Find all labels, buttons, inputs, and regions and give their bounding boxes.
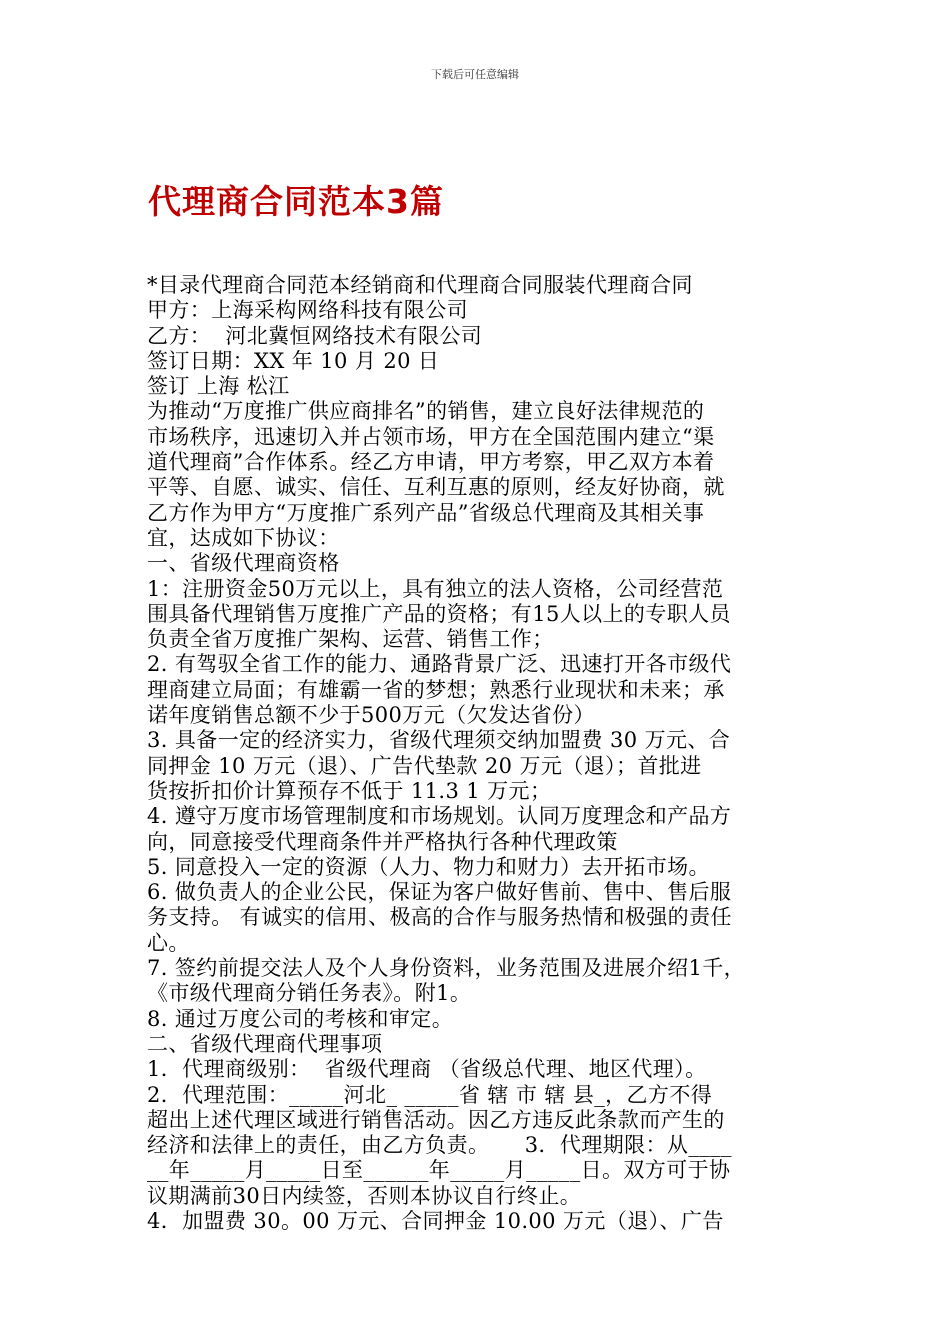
body-line: 围具备代理销售万度推广产品的资格；有15人以上的专职人员 (147, 601, 731, 626)
body-line: 4. 遵守万度市场管理制度和市场规划。认同万度理念和产品方 (147, 804, 732, 829)
body-line: 3. 具备一定的经济实力，省级代理须交纳加盟费 30 万元、合 (147, 728, 731, 753)
body-line: 道代理商”合作体系。经乙方申请，甲方考察，甲乙双方本着 (147, 450, 715, 475)
body-line: 乙方作为甲方“万度推广系列产品”省级总代理商及其相关事 (147, 500, 705, 525)
body-line: 甲方：上海采构网络科技有限公司 (147, 298, 468, 323)
body-line: 《市级代理商分销任务表》。附1。 (147, 981, 472, 1006)
body-line: 超出上述代理区域进行销售活动。因乙方违反此条款而产生的 (147, 1107, 725, 1132)
page-header-note: 下载后可任意编辑 (431, 68, 519, 81)
body-line: 2．代理范围：_____河北_ _____省 辖 市 辖 县_，乙方不得 (147, 1082, 713, 1107)
body-line: 向，同意接受代理商条件并严格执行各种代理政策 (147, 829, 618, 854)
body-line: 7. 签约前提交法人及个人身份资料，业务范围及进展介绍1千， (147, 956, 746, 981)
body-line: 8. 通过万度公司的考核和审定。 (147, 1006, 454, 1031)
body-line: 负责全省万度推广架构、运营、销售工作； (147, 627, 554, 652)
body-line: 1：注册资金50万元以上，具有独立的法人资格，公司经营范 (147, 576, 724, 601)
body-line: 5. 同意投入一定的资源（人力、物力和财力）去开拓市场。 (147, 854, 710, 879)
document-title: 代理商合同范本3篇 (148, 182, 444, 221)
body-line: *目录代理商合同范本经销商和代理商合同服装代理商合同 (147, 273, 693, 297)
body-line: 签订日期：XX 年 10 月 20 日 (147, 348, 440, 373)
body-line: __年_____月_____日至______年_____月_____日。双方可于协 (147, 1158, 731, 1183)
body-line: 4．加盟费 30。00 万元、合同押金 10.00 万元（退）、广告 (147, 1208, 724, 1233)
body-line: 心。 (147, 930, 190, 955)
document-body (147, 273, 812, 1234)
body-line: 签订 上海 松江 (147, 374, 290, 399)
body-line: 货按折扣价计算预存不低于 11.3 1 万元； (147, 778, 552, 803)
body-line: 议期满前30日内续签，否则本协议自行终止。 (147, 1183, 582, 1208)
body-line: 经济和法律上的责任，由乙方负责。 3．代理期限：从____ (147, 1133, 732, 1158)
body-line: 平等、自愿、诚实、信任、互利互惠的原则，经友好协商，就 (147, 475, 725, 500)
body-line: 诺年度销售总额不少于500万元（欠发达省份） (147, 703, 595, 728)
body-line: 二、省级代理商代理事项 (147, 1031, 383, 1056)
body-line: 乙方： 河北冀恒网络技术有限公司 (147, 323, 483, 348)
body-line: 市场秩序，迅速切入并占领市场，甲方在全国范围内建立“渠 (147, 424, 715, 449)
body-line: 理商建立局面；有雄霸一省的梦想；熟悉行业现状和未来；承 (147, 677, 725, 702)
body-line: 2. 有驾驭全省工作的能力、通路背景广泛、迅速打开各市级代 (147, 652, 732, 677)
body-line: 宜，达成如下协议： (147, 525, 340, 550)
body-line: 为推动“万度推广供应商排名”的销售，建立良好法律规范的 (147, 399, 705, 424)
body-line: 6. 做负责人的企业公民，保证为客户做好售前、售中、售后服 (147, 880, 732, 905)
body-line: 务支持。 有诚实的信用、极高的合作与服务热情和极强的责任 (147, 905, 732, 930)
body-line: 一、省级代理商资格 (147, 551, 340, 576)
body-line: 1．代理商级别： 省级代理商 （省级总代理、地区代理）。 (147, 1057, 707, 1082)
body-line: 同押金 10 万元（退）、广告代垫款 20 万元（退）；首批进 (147, 753, 702, 778)
